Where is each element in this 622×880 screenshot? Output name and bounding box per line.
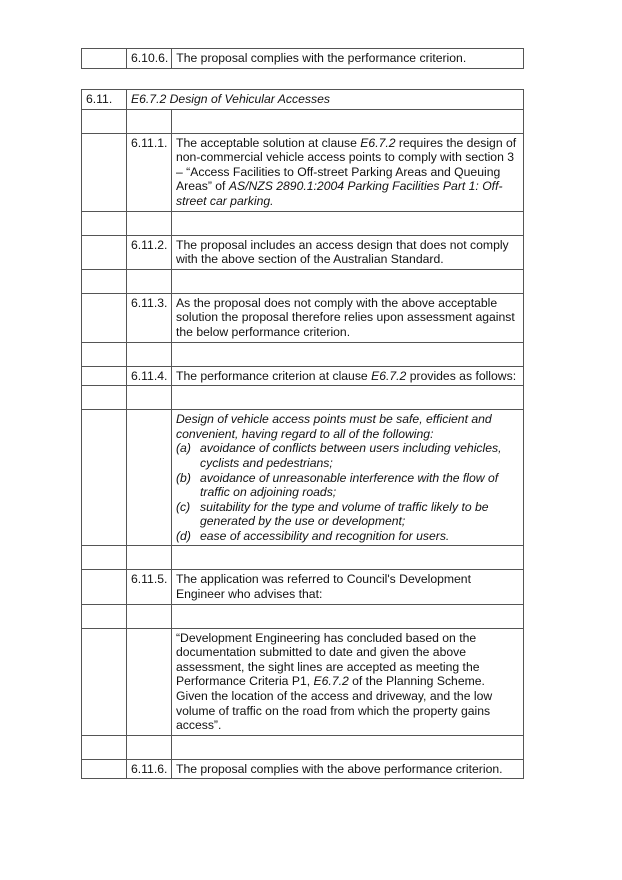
paragraph-number: 6.11.5. <box>127 570 172 604</box>
criterion-item: (b) avoidance of unreasonable interference with the flow of traffic on adjoining roads; <box>176 470 499 500</box>
paragraph-number: 6.11.3. <box>127 293 172 342</box>
spacer-row <box>82 604 524 628</box>
clause-reference: E6.7.2 <box>313 674 349 689</box>
criterion-row <box>82 410 524 546</box>
performance-criterion <box>172 410 524 546</box>
section-title: E6.7.2 Design of Vehicular Accesses <box>127 90 524 110</box>
criterion-list <box>176 441 520 543</box>
section-heading-row <box>82 90 524 110</box>
engineer-quote: “Development Engineering has concluded based on the documentation submitted to date and given the above assessment, the sight lines are accepted as meeting the Performance Criteria P1, E6.7.2 of the Planning Scheme. Given the location of the access and driveway, and the low volume of traffic on the road from which the property gains access”. <box>172 628 524 735</box>
paragraph-number: 6.11.1. <box>127 133 172 211</box>
paragraph-text: The proposal includes an access design that does not comply with the above section of the Australian Standard. <box>172 235 524 269</box>
paragraph-number: 6.11.6. <box>127 759 172 779</box>
paragraph-number: 6.10.6. <box>127 49 172 69</box>
paragraph-text: The proposal complies with the performance criterion. <box>172 49 524 69</box>
paragraph-number: 6.11.4. <box>127 366 172 386</box>
criterion-item: (a) avoidance of conflicts between users including vehicles, cyclists and pedestrians; <box>176 441 502 470</box>
criterion-intro: Design of vehicle access points must be safe, efficient and convenient, having regard to all of the following: <box>176 412 492 441</box>
paragraph-text: The acceptable solution at clause E6.7.2 requires the design of non-commercial vehicle access points to comply with section 3 – “Access Facilities to Off-street Parking Areas and Queuing Areas” of AS/NZS 2890.1:2004 Parking Facilities Part 1: Off-street car parking. <box>172 133 524 211</box>
clause-reference: E6.7.2 <box>360 135 396 150</box>
spacer-row <box>82 546 524 570</box>
table-row <box>82 49 524 69</box>
clause-reference: E6.7.2 <box>371 368 407 383</box>
spacer-row <box>82 109 524 133</box>
criterion-item: (c) suitability for the type and volume of traffic likely to be generated by the use or development; <box>176 499 489 529</box>
table-row <box>82 133 524 211</box>
table-row <box>82 759 524 779</box>
criterion-item: (d) ease of accessibility and recognition for users. <box>176 528 450 543</box>
table-row <box>82 366 524 386</box>
paragraph-text: The performance criterion at clause E6.7.2 provides as follows: <box>172 366 524 386</box>
spacer-row <box>82 735 524 759</box>
top-table <box>81 48 524 69</box>
table-row <box>82 293 524 342</box>
spacer-row <box>82 386 524 410</box>
table-row <box>82 235 524 269</box>
standard-reference: AS/NZS 2890.1:2004 Parking Facilities Part 1: Off-street car parking. <box>176 179 503 208</box>
table-row <box>82 570 524 604</box>
paragraph-text: The proposal complies with the above performance criterion. <box>172 759 524 779</box>
quote-row <box>82 628 524 735</box>
spacer-row <box>82 269 524 293</box>
paragraph-text: As the proposal does not comply with the above acceptable solution the proposal therefore relies upon assessment against the below performance criterion. <box>172 293 524 342</box>
paragraph-number: 6.11.2. <box>127 235 172 269</box>
section-table <box>81 89 524 779</box>
paragraph-text: The application was referred to Council's Development Engineer who advises that: <box>172 570 524 604</box>
spacer-row <box>82 342 524 366</box>
empty-cell <box>82 49 127 69</box>
spacer-row <box>82 211 524 235</box>
section-number: 6.11. <box>82 90 127 110</box>
